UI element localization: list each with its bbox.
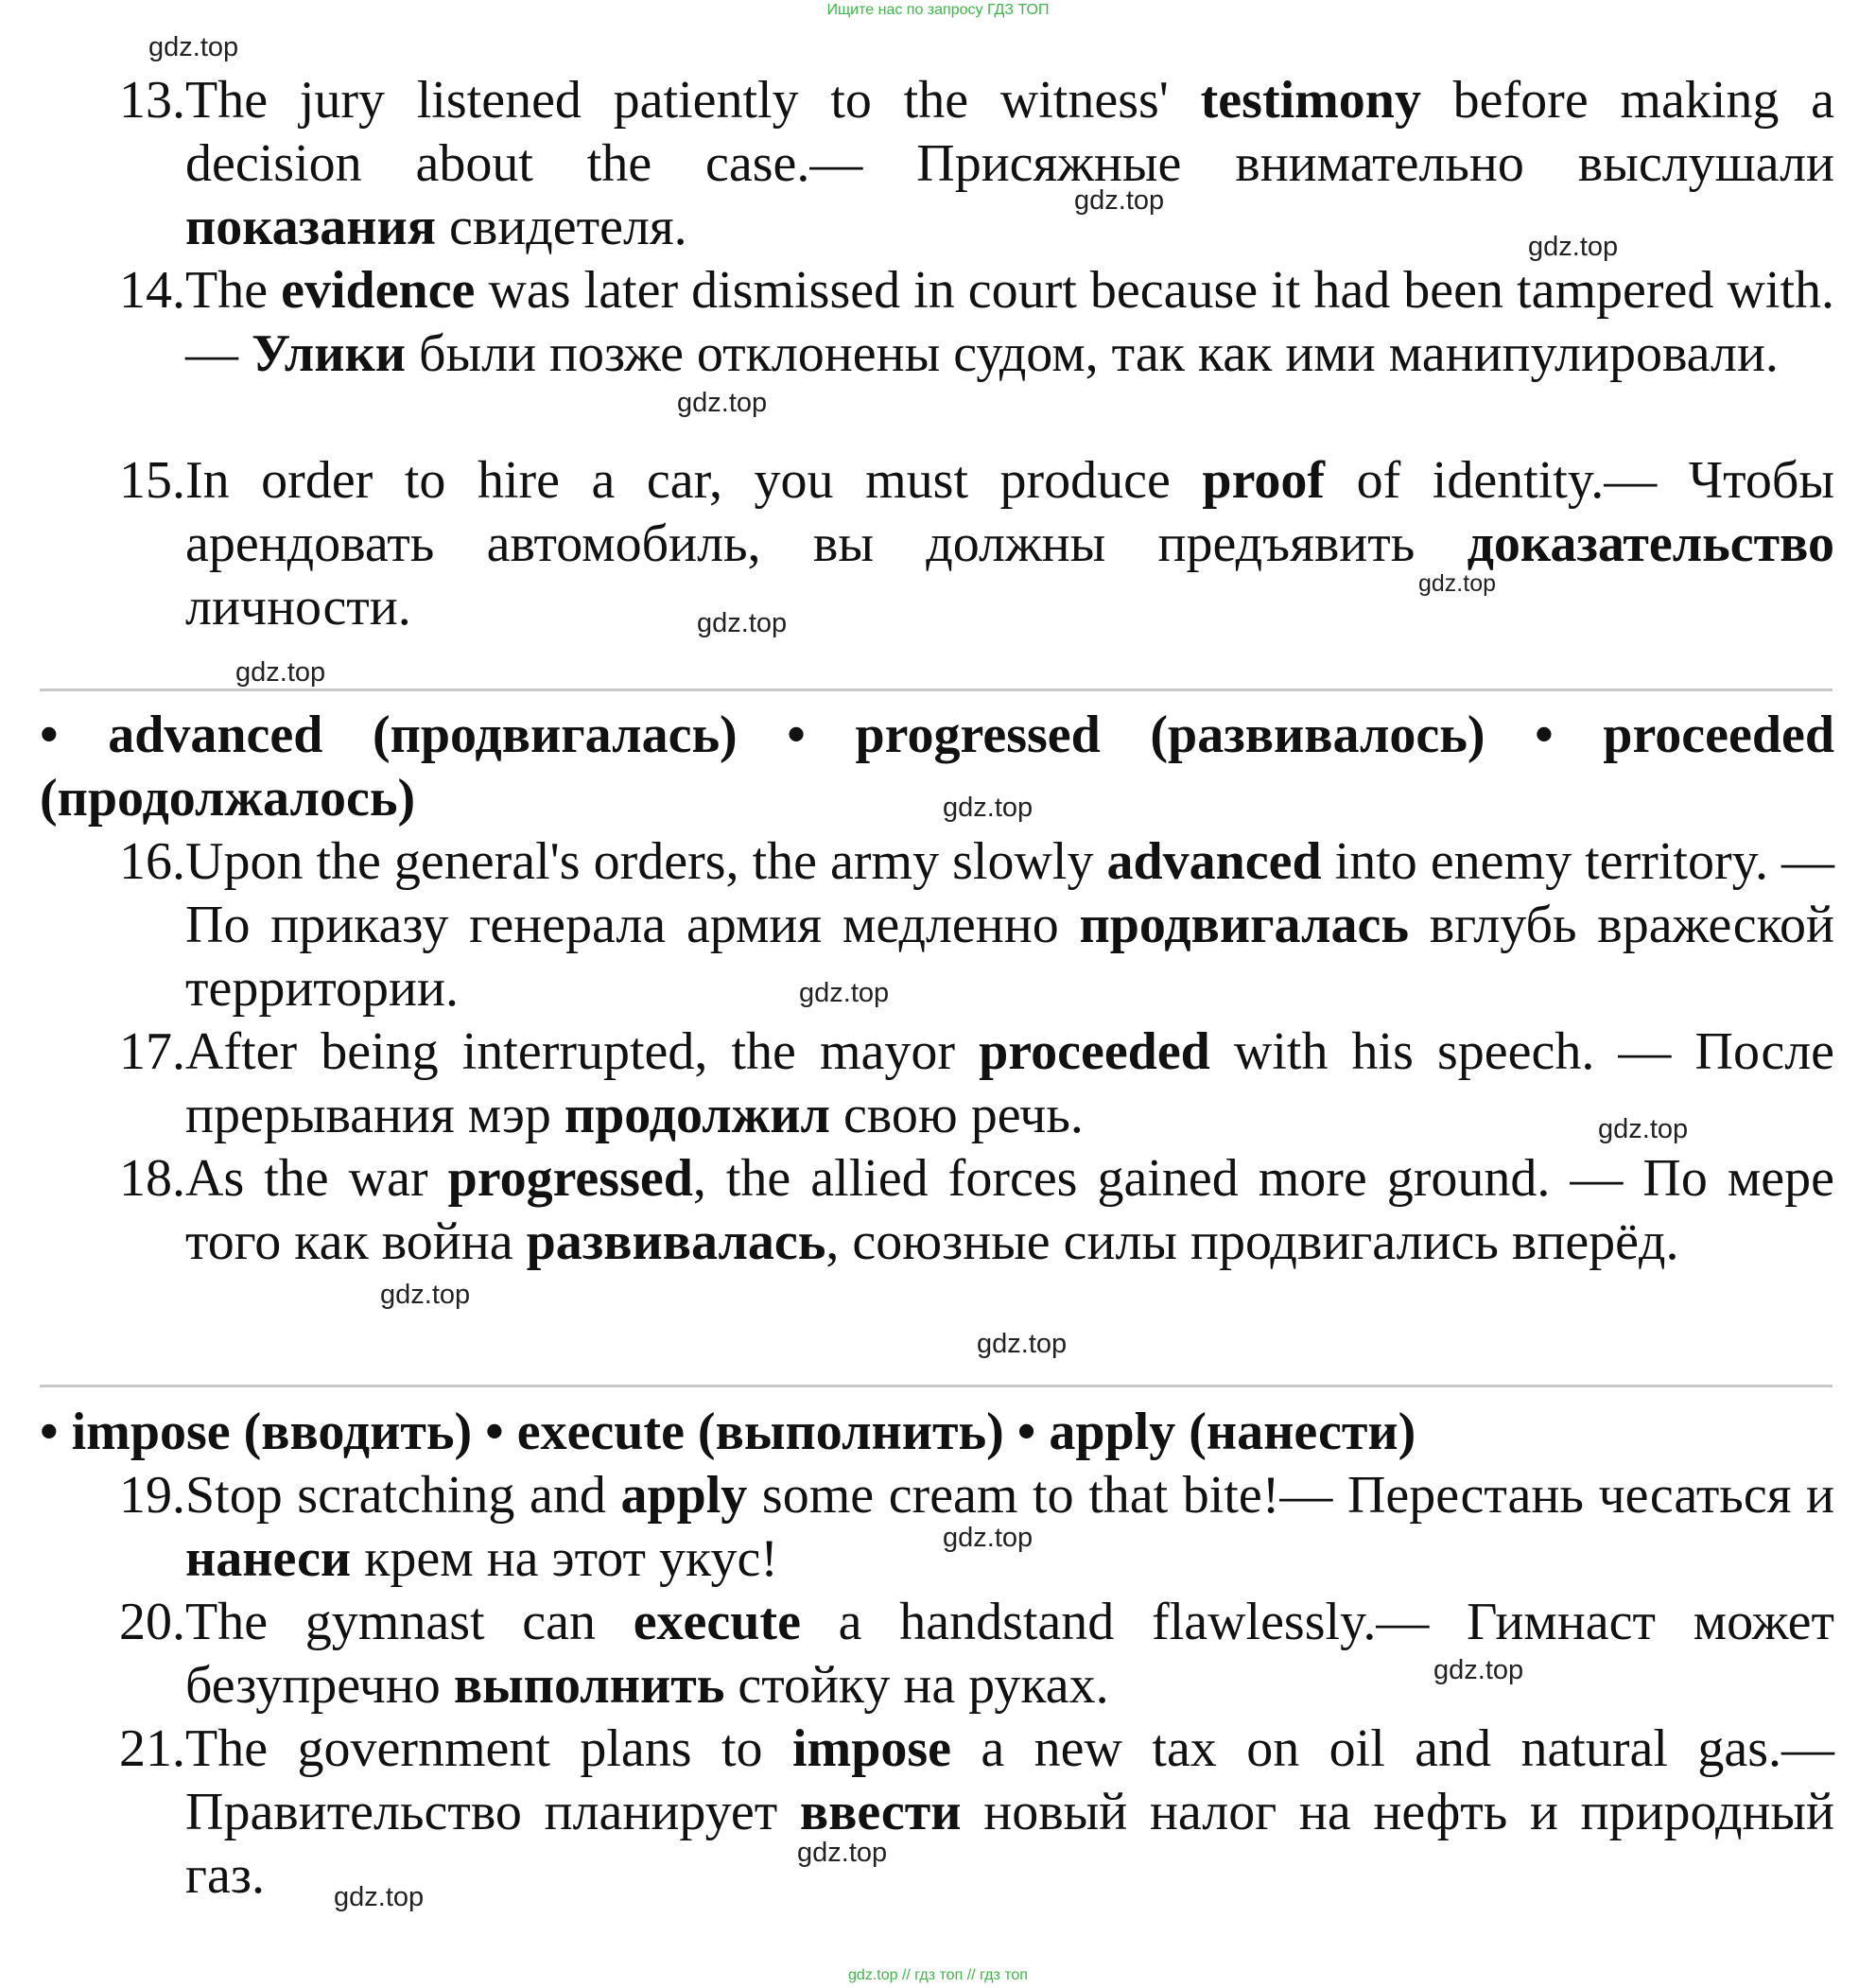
- item-number: 18.: [119, 1149, 185, 1208]
- keyword-ru: выполнить: [453, 1656, 725, 1715]
- item-text: As the war progressed, the allied forces gained more ground. — По мере того как война развивалась, союзные силы продвигались вперёд.: [185, 1149, 1835, 1271]
- keyword-en: execute: [633, 1593, 801, 1651]
- keyword-en: advanced: [1106, 832, 1322, 891]
- watermark: gdz.top: [380, 1280, 471, 1310]
- watermark: gdz.top: [943, 793, 1034, 823]
- watermark: gdz.top: [943, 1523, 1034, 1553]
- keyword-en: impose: [791, 1719, 951, 1778]
- example-15: [113, 449, 1834, 639]
- example-14: [113, 259, 1834, 386]
- item-text: Stop scratching and apply some cream to that bite!— Перестань чесаться и нанеси крем на этот укус!: [185, 1466, 1835, 1588]
- example-18: [113, 1147, 1834, 1274]
- keyword-en: apply: [620, 1466, 748, 1525]
- item-number: 19.: [119, 1466, 185, 1525]
- item-number: 16.: [119, 832, 185, 891]
- watermark: gdz.top: [977, 1329, 1068, 1359]
- item-number: 20.: [119, 1593, 185, 1651]
- keyword-ru: продолжил: [564, 1086, 830, 1144]
- watermark: gdz.top: [1528, 232, 1619, 262]
- example-13: [113, 69, 1834, 259]
- section-header: • impose (вводить) • execute (выполнить) • apply (нанести): [40, 1403, 1416, 1461]
- footer-links: gdz.top // гдз топ // гдз топ: [848, 1967, 1028, 1983]
- item-number: 14.: [119, 261, 185, 320]
- keyword-en: progressed: [447, 1149, 693, 1208]
- keyword-ru: продвигалась: [1079, 896, 1409, 954]
- keyword-ru: развивалась: [526, 1212, 826, 1271]
- item-text: After being interrupted, the mayor proceeded with his speech. — После прерывания мэр продолжил свою речь.: [185, 1022, 1834, 1144]
- item-text: The evidence was later dismissed in court because it had been tampered with.— Улики были позже отклонены судом, так как ими манипулировали.: [185, 261, 1835, 383]
- section-divider: [40, 689, 1833, 691]
- watermark: gdz.top: [235, 657, 326, 688]
- example-21: [113, 1718, 1834, 1908]
- item-number: 13.: [119, 71, 185, 130]
- item-number: 21.: [119, 1719, 185, 1778]
- example-20: [113, 1591, 1834, 1718]
- watermark: gdz.top: [1074, 185, 1165, 216]
- item-text: Upon the general's orders, the army slowly advanced into enemy territory. — По приказу генерала армия медленно продвигалась вглубь вражеской территории.: [185, 832, 1834, 1018]
- watermark: gdz.top: [1433, 1655, 1524, 1685]
- watermark: gdz.top: [148, 32, 239, 62]
- keyword-ru: доказательство: [1467, 514, 1834, 573]
- watermark: gdz.top: [1418, 570, 1497, 597]
- item-text: The gymnast can execute a handstand flawlessly.— Гимнаст может безупречно выполнить стойку на руках.: [185, 1593, 1834, 1715]
- item-text: The government plans to impose a new tax on oil and natural gas.— Правительство планирует ввести новый налог на нефть и природный газ.: [185, 1719, 1834, 1905]
- item-text: The jury listened patiently to the witness' testimony before making a decision about the case.— Присяжные внимательно выслушали показания свидетеля.: [185, 71, 1834, 256]
- keyword-ru: показания: [185, 198, 437, 256]
- watermark: gdz.top: [334, 1882, 425, 1912]
- watermark: gdz.top: [799, 978, 890, 1008]
- keyword-ru: Улики: [252, 324, 406, 383]
- section-header: • advanced (продвигалась) • progressed (развивалось) • proceeded (продолжалось): [40, 706, 1834, 828]
- keyword-en: proceeded: [979, 1022, 1210, 1081]
- watermark: gdz.top: [697, 608, 788, 638]
- keyword-ru: ввести: [799, 1783, 962, 1841]
- keyword-en: evidence: [281, 261, 476, 320]
- keyword-ru: нанеси: [185, 1529, 352, 1588]
- top-search-banner: Ищите нас по запросу ГДЗ ТОП: [826, 2, 1050, 18]
- keyword-en: proof: [1202, 451, 1326, 510]
- watermark: gdz.top: [677, 388, 768, 418]
- keyword-en: testimony: [1200, 71, 1421, 130]
- item-number: 17.: [119, 1022, 185, 1081]
- example-16: [113, 830, 1834, 1020]
- section-divider: [40, 1385, 1833, 1387]
- watermark: gdz.top: [1598, 1114, 1689, 1144]
- item-text: In order to hire a car, you must produce proof of identity.— Чтобы арендовать автомобиль, вы должны предъявить доказательство личности.: [185, 451, 1834, 637]
- example-19: [113, 1464, 1834, 1591]
- example-17: [113, 1020, 1834, 1147]
- watermark: gdz.top: [797, 1838, 888, 1868]
- item-number: 15.: [119, 451, 185, 510]
